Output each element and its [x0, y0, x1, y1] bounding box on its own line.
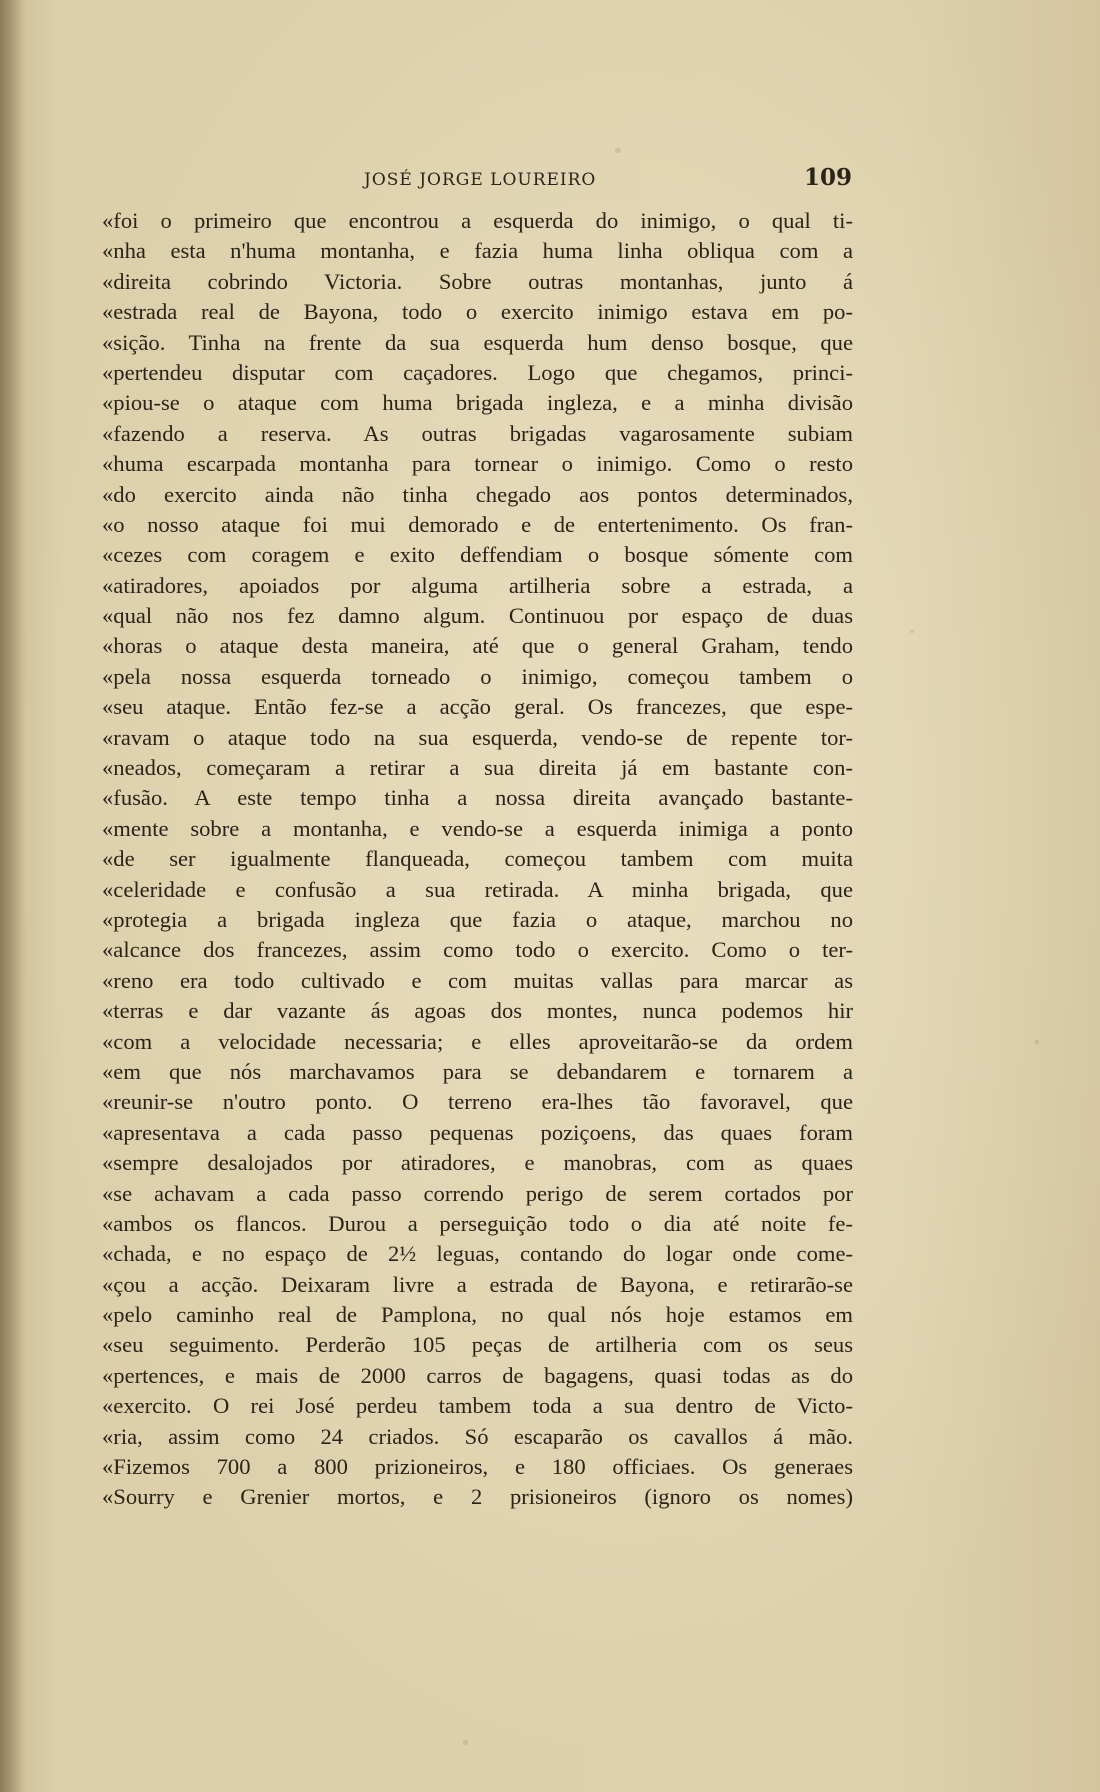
text-line: «pela nossa esquerda torneado o inimigo, começou tambem o — [102, 663, 853, 689]
text-line: «chada, e no espaço de 2½ leguas, contando do logar onde come- — [102, 1241, 853, 1267]
text-line: «Fizemos 700 a 800 prizioneiros, e 180 officiaes. Os generaes — [102, 1454, 853, 1480]
text-line: «neados, começaram a retirar a sua direita já em bastante con- — [102, 755, 853, 781]
text-line: «fazendo a reserva. As outras brigadas vagarosamente subiam — [102, 420, 853, 446]
text-line: «celeridade e confusão a sua retirada. A minha brigada, que — [102, 876, 853, 902]
foxing-spot — [910, 630, 914, 633]
text-line: «estrada real de Bayona, todo o exercito inimigo estava em po- — [102, 299, 853, 325]
text-line: «huma escarpada montanha para tornear o inimigo. Como o resto — [102, 451, 853, 477]
foxing-spot — [615, 148, 621, 153]
text-line: «çou a acção. Deixaram livre a estrada de Bayona, e retirarão-se — [102, 1271, 853, 1297]
text-line: «mente sobre a montanha, e vendo-se a esquerda inimiga a ponto — [102, 815, 853, 841]
foxing-spot — [463, 1740, 468, 1745]
text-line: «de ser igualmente flanqueada, começou tambem com muita — [102, 846, 853, 872]
text-line: «alcance dos francezes, assim como todo o exercito. Como o ter- — [102, 937, 853, 963]
text-line: «ravam o ataque todo na sua esquerda, vendo-se de repente tor- — [102, 724, 853, 750]
running-head — [102, 162, 852, 198]
text-line: «o nosso ataque foi mui demorado e de entertenimento. Os fran- — [102, 511, 853, 537]
text-line: «do exercito ainda não tinha chegado aos pontos determinados, — [102, 481, 853, 507]
text-line: «ambos os flancos. Durou a perseguição todo o dia até noite fe- — [102, 1210, 853, 1236]
text-line: «sempre desalojados por atiradores, e manobras, com as quaes — [102, 1150, 853, 1176]
text-line: «nha esta n'huma montanha, e fazia huma linha obliqua com a — [102, 238, 853, 264]
text-line: «seu seguimento. Perderão 105 peças de artilheria com os seus — [102, 1332, 853, 1358]
text-line: «sição. Tinha na frente da sua esquerda hum denso bosque, que — [102, 329, 853, 355]
foxing-spot — [1035, 1040, 1039, 1044]
text-line: «ria, assim como 24 criados. Só escaparão os cavallos á mão. — [102, 1423, 853, 1449]
text-line: «reunir-se n'outro ponto. O terreno era-lhes tão favoravel, que — [102, 1089, 853, 1115]
text-line: «Sourry e Grenier mortos, e 2 prisioneiros (ignoro os nomes) — [102, 1484, 853, 1510]
text-line: «atiradores, apoiados por alguma artilheria sobre a estrada, a — [102, 572, 853, 598]
text-line: «pelo caminho real de Pamplona, no qual nós hoje estamos em — [102, 1302, 853, 1328]
text-line: «terras e dar vazante ás agoas dos montes, nunca podemos hir — [102, 998, 853, 1024]
header-title: JOSÉ JORGE LOUREIRO — [364, 170, 597, 190]
text-line: «se achavam a cada passo correndo perigo de serem cortados por — [102, 1180, 853, 1206]
text-line: «horas o ataque desta maneira, até que o general Graham, tendo — [102, 633, 853, 659]
text-line: «fusão. A este tempo tinha a nossa direita avançado bastante- — [102, 785, 853, 811]
text-line: «piou-se o ataque com huma brigada ingleza, e a minha divisão — [102, 390, 853, 416]
text-line: «em que nós marchavamos para se debandarem e tornarem a — [102, 1058, 853, 1084]
text-line: «pertences, e mais de 2000 carros de bagagens, quasi todas as do — [102, 1362, 853, 1388]
binding-shadow — [0, 0, 26, 1792]
page-number: 109 — [803, 164, 852, 191]
text-line: «com a velocidade necessaria; e elles aproveitarão-se da ordem — [102, 1028, 853, 1054]
body-text — [102, 206, 853, 1513]
text-line: «qual não nos fez damno algum. Continuou por espaço de duas — [102, 603, 853, 629]
text-line: «direita cobrindo Victoria. Sobre outras montanhas, junto á — [102, 268, 853, 294]
text-line: «apresentava a cada passo pequenas poziçoens, das quaes foram — [102, 1119, 853, 1145]
text-line: «foi o primeiro que encontrou a esquerda do inimigo, o qual ti- — [102, 208, 853, 233]
text-line: «protegia a brigada ingleza que fazia o ataque, marchou no — [102, 906, 853, 932]
text-line: «pertendeu disputar com caçadores. Logo que chegamos, princi- — [102, 359, 853, 385]
text-line: «exercito. O rei José perdeu tambem toda a sua dentro de Victo- — [102, 1393, 853, 1419]
text-line: «seu ataque. Então fez-se a acção geral. Os francezes, que espe- — [102, 694, 853, 720]
text-line: «cezes com coragem e exito deffendiam o bosque sómente com — [102, 542, 853, 568]
text-line: «reno era todo cultivado e com muitas vallas para marcar as — [102, 967, 853, 993]
